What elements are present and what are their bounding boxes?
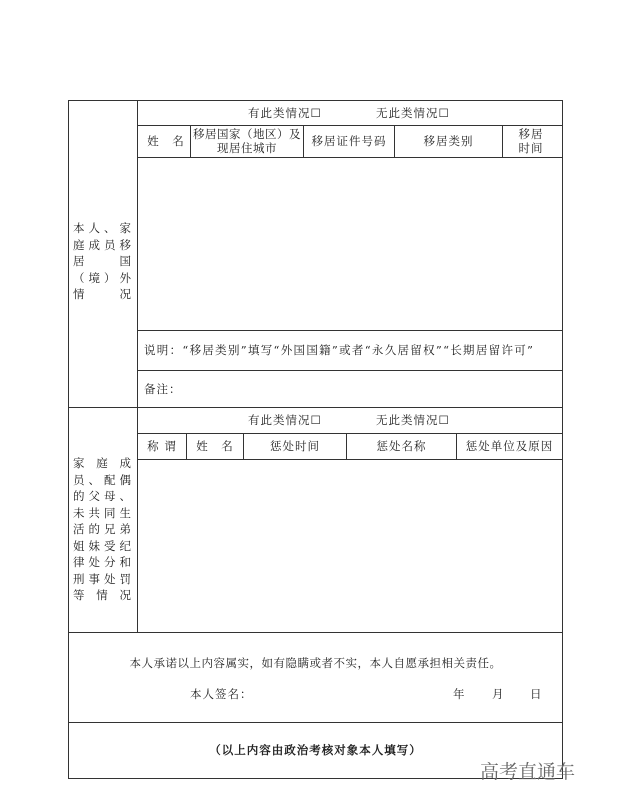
divider: [137, 100, 138, 632]
divider: [137, 125, 563, 126]
col-header: 移居时间: [518, 127, 544, 155]
divider: [137, 433, 563, 434]
divider: [68, 407, 563, 408]
option-no-checkbox[interactable]: 无此类情况☐: [376, 413, 450, 427]
section1-label: 本人、家庭成员移居国（境）外情况: [73, 221, 135, 301]
option-yes-checkbox[interactable]: 有此类情况☐: [248, 106, 322, 120]
divider: [68, 722, 563, 723]
col-header: 惩处时间: [270, 439, 320, 453]
divider: [137, 459, 563, 460]
divider: [68, 632, 563, 633]
col-header: 惩处名称: [376, 439, 427, 453]
border-right: [562, 100, 563, 778]
date-month: 月: [492, 687, 505, 701]
border-left: [68, 100, 69, 778]
divider: [137, 370, 563, 371]
option-no-checkbox[interactable]: 无此类情况☐: [376, 106, 450, 120]
col-header: 移居类别: [423, 134, 474, 148]
watermark: 高考直通车: [480, 761, 576, 783]
option-yes-checkbox[interactable]: 有此类情况☐: [248, 413, 322, 427]
divider: [137, 157, 563, 158]
col-header: 移居证件号码: [311, 134, 387, 148]
col-header: 姓 名: [196, 439, 234, 453]
section2-label: 家庭成员、配偶的父母、未共同生活的兄弟姐妹受纪律处分和刑事处罚等情况: [73, 456, 135, 602]
signature-label: 本人签名：: [190, 687, 253, 701]
date-year: 年: [453, 687, 466, 701]
divider: [190, 125, 191, 157]
footer-note: （以上内容由政治考核对象本人填写）: [209, 743, 422, 757]
col-header: 移居国家（地区）及现居住城市: [193, 127, 301, 155]
col-header: 称 谓: [147, 439, 177, 453]
col-header: 惩处单位及原因: [465, 439, 554, 453]
divider: [137, 330, 563, 331]
divider: [502, 125, 503, 157]
instruction-note: 说明：“移居类别”填写“外国国籍”或者“永久居留权”“长期居留许可”: [144, 343, 535, 357]
col-header: 姓 名: [147, 134, 185, 148]
date-day: 日: [530, 687, 543, 701]
pledge-text: 本人承诺以上内容属实，如有隐瞒或者不实，本人自愿承担相关责任。: [129, 656, 502, 670]
remark-label: 备注：: [144, 382, 182, 396]
border-top: [68, 100, 563, 101]
